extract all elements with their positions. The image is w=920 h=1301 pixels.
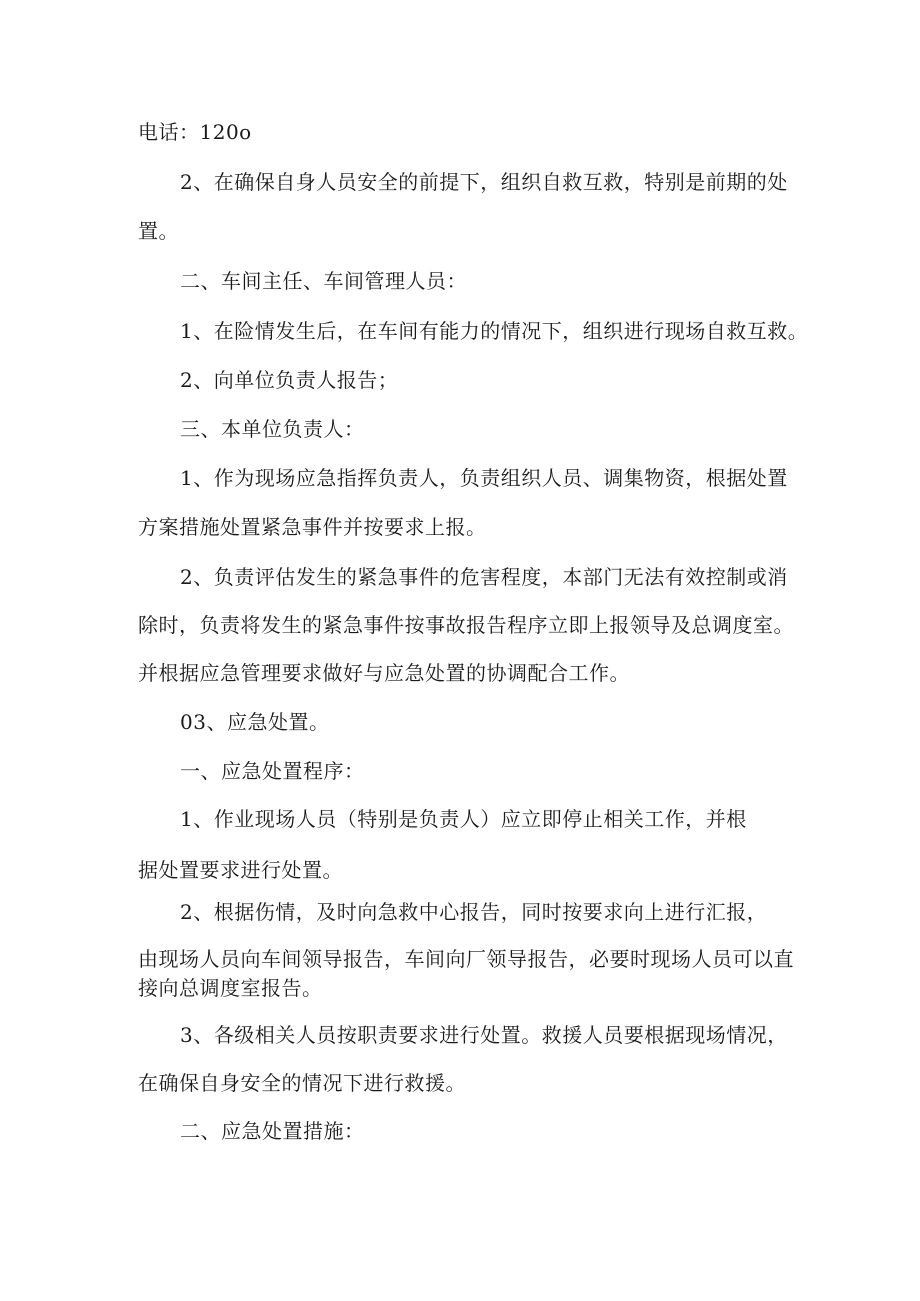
section-heading: 二、车间主任、车间管理人员： [180,269,467,293]
text-line: 接向总调度室报告。 [138,976,323,1000]
section-heading: 二、应急处置措施： [180,1119,365,1143]
section-heading: 一、应急处置程序： [180,759,365,783]
section-heading: 03、应急处置。 [180,710,330,734]
text-line: 方案措施处置紧急事件并按要求上报。 [138,515,487,539]
text-line: 在确保自身安全的情况下进行救援。 [138,1071,466,1095]
text-line: 据处置要求进行处置。 [138,858,343,882]
text-line: 并根据应急管理要求做好与应急处置的协调配合工作。 [138,661,630,685]
text-line: 除时，负责将发生的紧急事件按事故报告程序立即上报领导及总调度室。 [138,613,794,637]
text-line: 3、各级相关人员按职责要求进行处置。救援人员要根据现场情况， [180,1023,788,1047]
text-line: 2、在确保自身人员安全的前提下，组织自救互救，特别是前期的处 [180,170,788,194]
text-line: 2、向单位负责人报告； [180,368,399,392]
text-line: 1、在险情发生后，在车间有能力的情况下，组织进行现场自救互救。 [180,319,809,343]
text-line: 2、根据伤情，及时向急救中心报告，同时按要求向上进行汇报， [180,900,768,924]
text-line: 1、作业现场人员（特别是负责人）应立即停止相关工作，并根 [180,807,747,831]
text-line: 1、作为现场应急指挥负责人，负责组织人员、调集物资，根据处置 [180,466,788,490]
text-line: 由现场人员向车间领导报告，车间向厂领导报告，必要时现场人员可以直 [138,947,794,971]
text-line: 置。 [138,219,179,243]
text-line: 2、负责评估发生的紧急事件的危害程度，本部门无法有效控制或消 [180,565,788,589]
text-line-phone: 电话：120o [138,120,252,144]
section-heading: 三、本单位负责人： [180,417,365,441]
